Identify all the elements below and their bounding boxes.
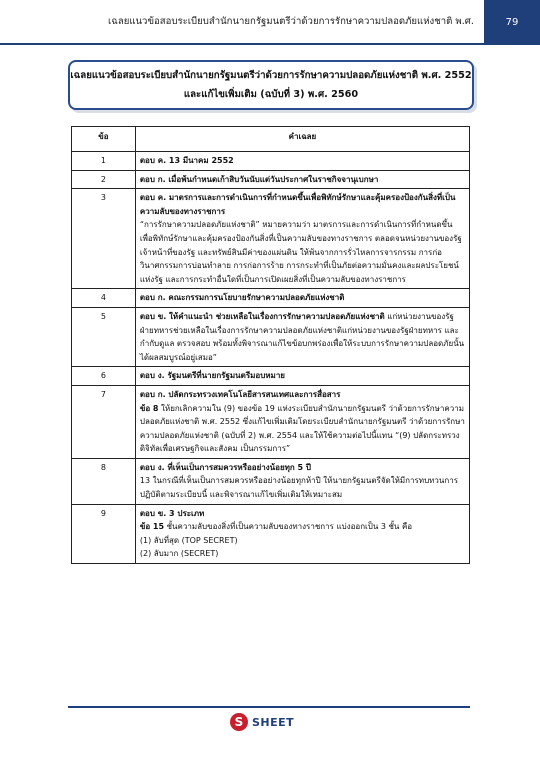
page-header <box>0 0 540 45</box>
logo-text: SHEET <box>252 715 295 729</box>
row-number: 8 <box>72 458 136 504</box>
answer-cell <box>135 504 469 563</box>
footer-logo <box>230 713 294 731</box>
table-row <box>72 289 470 308</box>
answer-text: ตอบ ก. เมื่อพ้นกำหนดเก้าสิบวันนับแต่วันประกาศในราชกิจจานุเบกษา <box>139 174 379 184</box>
answer-cell <box>135 385 469 458</box>
row-number: 6 <box>72 367 136 386</box>
table-row <box>72 189 470 289</box>
answer-text: ตอบ ก. คณะกรรมการนโยบายรักษาความปลอดภัยแห่งชาติ <box>139 293 345 303</box>
row-number: 1 <box>72 152 136 171</box>
logo-mark-icon: S <box>230 713 248 731</box>
title-line-1: เฉลยแนวข้อสอบระเบียบสำนักนายกรัฐมนตรีว่าด้วยการรักษาความปลอดภัยแห่งชาติ พ.ศ. 2552 <box>70 70 472 81</box>
header-title: เฉลยแนวข้อสอบระเบียบสำนักนายกรัฐมนตรีว่าด้วยการรักษาความปลอดภัยแห่งชาติ พ.ศ. <box>108 16 474 27</box>
row-number: 5 <box>72 307 136 366</box>
answer-cell <box>135 307 469 366</box>
answer-text: ตอบ ข. 3 ประเภท <box>139 508 205 518</box>
row-number: 3 <box>72 189 136 289</box>
answer-cell <box>135 458 469 504</box>
answer-text: ตอบ ง. รัฐมนตรีที่นายกรัฐมนตรีมอบหมาย <box>139 371 285 381</box>
answer-cell <box>135 152 469 171</box>
header-cell-number: ข้อ <box>72 127 136 152</box>
answer-detail: 13 ในกรณีที่เห็นเป็นการสมควรหรืออย่างน้อยทุกห้าปี ให้นายกรัฐมนตรีจัดให้มีการทบทวนการปฏิบัติตามระเบียบนี้ และพิจารณาแก้ไขเพิ่มเติมให้เหมาะสม <box>139 476 459 500</box>
answer-cell <box>135 170 469 189</box>
table-row <box>72 367 470 386</box>
classification-item: (2) ลับมาก (SECRET) <box>139 549 219 559</box>
row-number: 9 <box>72 504 136 563</box>
table-row <box>72 458 470 504</box>
header-cell-answer: คำเฉลย <box>135 127 469 152</box>
table-row <box>72 385 470 458</box>
header-rule <box>0 43 484 45</box>
answer-text: ตอบ ข. ให้คำแนะนำ ช่วยเหลือในเรื่องการรักษาความปลอดภัยแห่งชาติ <box>139 311 385 321</box>
table-row <box>72 152 470 171</box>
footer-rule <box>68 706 470 708</box>
classification-item: (1) ลับที่สุด (TOP SECRET) <box>139 535 238 545</box>
clause-lead: ข้อ 8 <box>139 403 159 413</box>
answer-detail: แก่หน่วยงานของรัฐฝ่ายทหารช่วยเหลือในเรื่องการรักษาความปลอดภัยแห่งชาติแก่หน่วยงานของรัฐฝ่ายทหาร และกำกับดูแล ตรวจสอบ พร้อมทั้งพิจารณาแก้ไขข้อบกพร่องเพื่อให้ระบบการรักษาความปลอดภัยนั้นได้ผลสมบูรณ์อยู่เสมอ” <box>139 311 465 362</box>
table-header-row <box>72 127 470 152</box>
answer-cell <box>135 189 469 289</box>
row-number: 4 <box>72 289 136 308</box>
answer-cell <box>135 367 469 386</box>
table-row <box>72 504 470 563</box>
row-number: 2 <box>72 170 136 189</box>
row-number: 7 <box>72 385 136 458</box>
answer-text: ตอบ ง. ที่เห็นเป็นการสมควรหรืออย่างน้อยทุก 5 ปี <box>139 462 311 472</box>
answer-text: ตอบ ค. มาตรการและการดำเนินการที่กำหนดขึ้นเพื่อพิทักษ์รักษาและคุ้มครองป้องกันสิ่งที่เป็นความลับของทางราชการ <box>139 193 456 216</box>
title-box <box>68 60 474 110</box>
page-number: 79 <box>484 0 540 45</box>
clause-lead: ข้อ 15 <box>139 522 165 532</box>
answer-detail: “การรักษาความปลอดภัยแห่งชาติ” หมายความว่า มาตรการและการดำเนินการที่กำหนดขึ้นเพื่อพิทักษ์รักษาและคุ้มครองป้องกันสิ่งที่เป็นความลับของทางราชการ ตลอดจนหน่วยงานของรัฐ เจ้าหน้าที่ของรัฐ และทรัพย์สินมีค่าของแผ่นดิน ให้พ้นจากการรั่วไหลการจารกรรม การก่อวินาศกรรมการบ่อนทำลาย การก่อการร้าย การกระทำที่เป็นภัยต่อความมั่นคงและผลประโยชน์แห่งรัฐ และการกระทำอื่นใดที่เป็นการเปิดเผยสิ่งที่เป็นความลับของทางราชการ <box>139 220 462 284</box>
answer-cell <box>135 289 469 308</box>
title-line-2: และแก้ไขเพิ่มเติม (ฉบับที่ 3) พ.ศ. 2560 <box>183 89 359 100</box>
answer-text: ตอบ ก. ปลัดกระทรวงเทคโนโลยีสารสนเทศและการสื่อสาร <box>139 389 341 399</box>
answer-detail: ให้ยกเลิกความใน (9) ของข้อ 19 แห่งระเบียบสำนักนายกรัฐมนตรี ว่าด้วยการรักษาความปลอดภัยแห่งชาติ พ.ศ. 2552 ซึ่งแก้ไขเพิ่มเติมโดยระเบียบสำนักนายกรัฐมนตรี ว่าด้วยการรักษาความปลอดภัยแห่งชาติ (ฉบับที่ 2) พ.ศ. 2554 และให้ใช้ความต่อไปนี้แทน “(9) ปลัดกระทรวงดิจิทัลเพื่อเศรษฐกิจและสังคม เป็นกรรมการ” <box>139 403 465 454</box>
answer-detail: ชั้นความลับของสิ่งที่เป็นความลับของทางราชการ แบ่งออกเป็น 3 ชั้น คือ <box>164 522 413 532</box>
table-row <box>72 170 470 189</box>
answer-table <box>71 126 470 564</box>
table-row <box>72 307 470 366</box>
answer-text: ตอบ ค. 13 มีนาคม 2552 <box>139 156 234 165</box>
